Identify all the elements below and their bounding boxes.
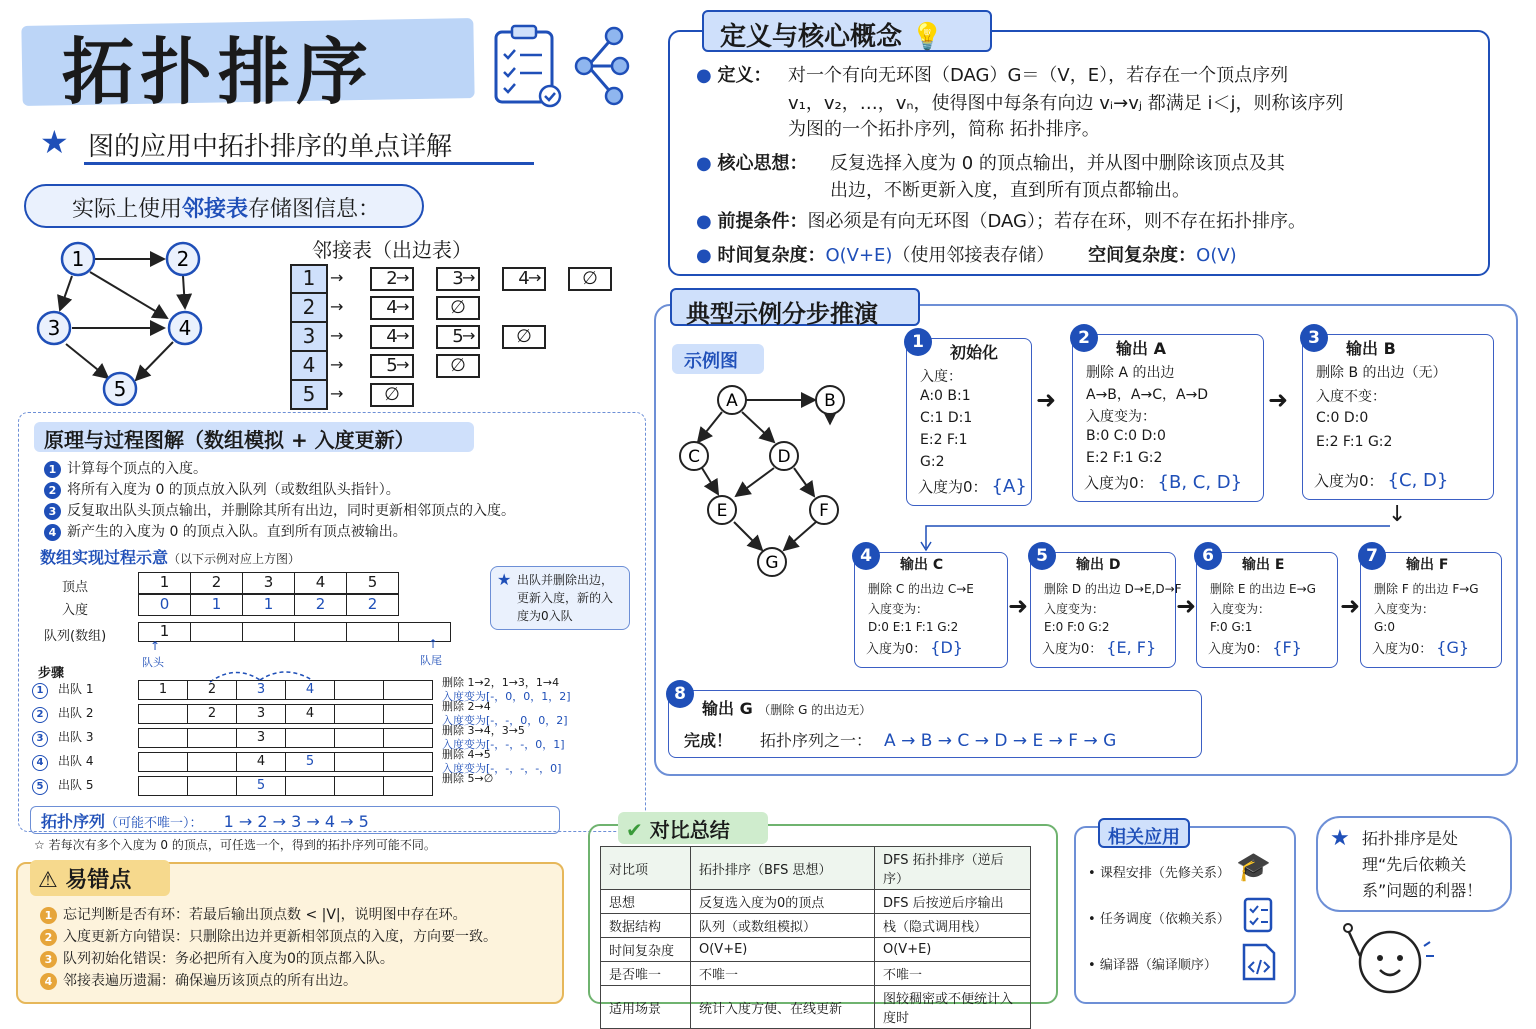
step-card-line: D:0 E:1 F:1 G:2 (868, 620, 959, 634)
compare-cell: 是否唯一 (601, 962, 691, 986)
storage-note-suffix: 存储图信息： (248, 197, 381, 222)
adj-arrow: → (462, 326, 476, 345)
trace-cell (383, 776, 433, 796)
step-card-line: G:2 (920, 454, 945, 470)
trace-cell: 2 (187, 704, 237, 724)
step-card-line: 删除 E 的出边 E→G (1210, 582, 1316, 596)
step-card-line: A:0 B:1 (920, 388, 971, 404)
step-card-line: E:2 F:1 G:2 (1086, 450, 1163, 466)
trace-delete: 删除 1→2，1→3，1→4 (442, 676, 560, 689)
step-card-zero: 入度为0： {C, D} (1314, 470, 1449, 491)
step-card-line: E:2 F:1 G:2 (1316, 434, 1393, 450)
graph1-node: 2 (176, 247, 190, 271)
trace-step-label: 3 出队 3 (32, 728, 93, 747)
star-icon: ★ (497, 570, 512, 589)
compare-cell: 适用场景 (601, 986, 691, 1029)
footnote: ☆ 若每次有多个入度为 0 的顶点，可任选一个，得到的拓扑序列可能不同。 (34, 838, 436, 852)
trace-step-label: 2 出队 2 (32, 704, 93, 723)
trace-cell (383, 704, 433, 724)
row-label-indeg: 入度 (62, 603, 89, 618)
step-card-line: B:0 C:0 D:0 (1086, 428, 1166, 444)
mascot (1340, 916, 1440, 1010)
final-sequence: 完成！ 拓扑序列之一： A → B → C → D → E → F → G (684, 731, 1117, 751)
definitions-title: 定义与核心概念 💡 (702, 10, 992, 52)
principle-title: 原理与过程图解（数组模拟 + 入度更新） (34, 422, 474, 452)
step-card-line: 删除 C 的出边 C→E (868, 582, 974, 596)
example-node: A (726, 391, 738, 411)
adj-arrow: → (396, 326, 410, 345)
step-card-line: 入度变为： (1044, 602, 1105, 616)
step-card-zero: 入度为0： {A} (918, 476, 1027, 497)
trace-cell: 5 (236, 776, 286, 796)
compare-cell: 拓扑排序（BFS 思想） (691, 847, 875, 890)
def-line-3: 为图的一个拓扑序列，简称 拓扑排序。 (788, 119, 1100, 140)
idea-bullet: ● 核心思想： (696, 153, 808, 174)
graph1-node: 3 (47, 316, 61, 340)
adj-node: ∅ (502, 325, 546, 349)
step-number: 8 (666, 680, 694, 708)
trace-cell (187, 752, 237, 772)
pitfall-item: 3 队列初始化错误：务必把所有入度为0的顶点都入队。 (40, 948, 394, 968)
step-card-line: 删除 B 的出边（无） (1316, 365, 1447, 381)
trace-cell (383, 752, 433, 772)
apps-title: 相关应用 (1098, 818, 1190, 848)
step-card-zero: 入度为0： {G} (1372, 638, 1470, 657)
star-icon: ★ (1330, 826, 1350, 851)
example-node: D (777, 447, 791, 467)
trace-cell: 4 (285, 704, 335, 724)
principle-step: 3 反复取出队头顶点输出，并删除其所有出边，同时更新相邻顶点的入度。 (44, 500, 515, 520)
compare-cell: 对比项 (601, 847, 691, 890)
trace-cell: 1 (138, 680, 188, 700)
trace-cell (383, 728, 433, 748)
step-card-line: 入度变为： (1210, 602, 1271, 616)
compare-row (601, 890, 1031, 914)
step-card-zero: 入度为0： {E, F} (1042, 638, 1157, 657)
trace-indegree: 入度变为[-，-，-，-，0] (442, 762, 562, 775)
step-card-title: 输出 E (1242, 557, 1285, 573)
final-title: 输出 G （删除 G 的出边无） (702, 699, 872, 718)
example-node: E (716, 501, 728, 521)
trace-cell (334, 728, 384, 748)
trace-cell: 3 (236, 728, 286, 748)
trace-cell (187, 728, 237, 748)
graph1-node: 5 (113, 377, 127, 401)
compare-row (601, 986, 1031, 1029)
flow-arrow: ➜ (1268, 386, 1289, 414)
step-number: 6 (1194, 542, 1222, 570)
compare-cell: 栈（隐式调用栈） (875, 914, 1031, 938)
row-label-queue: 队列(数组) (44, 629, 107, 644)
graduation-cap-icon: 🎓 (1236, 850, 1271, 883)
compare-cell: 图较稠密或不便统计入度时 (875, 986, 1031, 1029)
principle-callout: ★ 出队并删除出边，更新入度，新的入度为0入队 (490, 566, 630, 630)
indegree-cell: 1 (242, 594, 295, 616)
indegree-cell: 2 (294, 594, 347, 616)
step-card-title: 输出 B (1346, 339, 1396, 358)
adj-arrow: → (528, 268, 542, 287)
trace-step-label: 1 出队 1 (32, 680, 93, 699)
flow-arrow-down: ↓ (1388, 502, 1407, 527)
trace-cell (138, 728, 188, 748)
trace-delete: 删除 5→∅ (442, 772, 494, 785)
trace-cell (285, 728, 335, 748)
indegree-cell: 1 (190, 594, 243, 616)
indegree-cell: 0 (138, 594, 191, 616)
step-number: 1 (904, 328, 932, 356)
step-card-line: C:1 D:1 (920, 410, 973, 426)
step-card-line: 删除 F 的出边 F→G (1374, 582, 1479, 596)
pitfall-item: 1 忘记判断是否有环：若最后输出顶点数 < |V|，说明图中存在环。 (40, 904, 467, 924)
lightbulb-icon: 💡 (911, 22, 944, 52)
trace-cell (334, 680, 384, 700)
queue-cell: 1 (138, 622, 191, 642)
trace-delete: 删除 4→5 (442, 748, 491, 761)
example-node: B (824, 391, 836, 411)
clipboard-icon (490, 22, 570, 112)
tip-bubble: ★ 拓扑排序是处理“先后依赖关系”问题的利器！ (1316, 816, 1512, 912)
adj-node: 5 (436, 325, 480, 349)
trace-step-label: 5 出队 5 (32, 776, 93, 795)
step-card-line: 入度变为： (1374, 602, 1435, 616)
compare-row (601, 914, 1031, 938)
page-title: 拓扑排序 (62, 30, 375, 114)
step-card-line: C:0 D:0 (1316, 410, 1369, 426)
idea-line-2: 出边，不断更新入度，直到所有顶点都输出。 (830, 180, 1190, 201)
queue-cell (294, 622, 347, 642)
adj-node: ∅ (436, 354, 480, 378)
adjacency-list (290, 264, 620, 412)
step-card-zero: 入度为0： {D} (866, 638, 963, 657)
checkmark-icon: ✔ (626, 818, 643, 842)
adj-node: ∅ (436, 296, 480, 320)
vertex-cell: 5 (346, 572, 399, 594)
flow-arrow: ➜ (1036, 386, 1057, 414)
def-line-2: v₁，v₂，…，vₙ，使得图中每条有向边 vᵢ→vⱼ 都满足 i＜j，则称该序列 (788, 93, 1344, 114)
principle-step: 4 新产生的入度为 0 的顶点入队。直到所有顶点被输出。 (44, 521, 407, 541)
trace-indegree: 入度变为[-，-，-，0，1] (442, 738, 565, 751)
trace-cell: 3 (236, 704, 286, 724)
task-list-icon (1242, 896, 1276, 938)
compare-cell: 时间复杂度 (601, 938, 691, 962)
step-card-title: 输出 A (1116, 339, 1166, 358)
compare-cell: 统计入度方便、在线更新 (691, 986, 875, 1029)
pitfall-item: 4 邻接表遍历遗漏：确保遍历该顶点的所有出边。 (40, 970, 357, 990)
app-item: • 编译器（编译顺序） (1088, 958, 1217, 973)
trace-indegree: 入度变为[-，-，0，0，2] (442, 714, 568, 727)
step-card-line: E:0 F:0 G:2 (1044, 620, 1110, 634)
adj-arrow: → (396, 355, 410, 374)
compare-cell: DFS 拓扑排序（逆后序） (875, 847, 1031, 890)
storage-note-prefix: 实际上使用 (72, 197, 183, 222)
trace-step-label: 4 出队 4 (32, 752, 93, 771)
step-card-zero: 入度为0： {B, C, D} (1084, 472, 1243, 493)
adjacency-title: 邻接表（出边表） (312, 238, 472, 262)
compare-cell: 数据结构 (601, 914, 691, 938)
precondition: ● 前提条件：图必须是有向无环图（DAG）；若存在环，则不存在拓扑排序。 (696, 211, 1306, 232)
adj-node: ∅ (370, 383, 414, 407)
flow-arrow: ➜ (1008, 592, 1029, 620)
adj-vertex: 5 (302, 382, 316, 406)
star-icon: ★ (40, 123, 69, 161)
compare-cell: DFS 后按逆后序输出 (875, 890, 1031, 914)
step-number: 3 (1300, 324, 1328, 352)
step-card-line: 入度变为： (1086, 409, 1156, 425)
adj-vertex: 1 (290, 266, 328, 294)
adj-arrow: → (330, 297, 344, 316)
trace-cell: 3 (236, 680, 286, 700)
graph-1to5 (30, 236, 230, 410)
step-card-title: 输出 D (1076, 557, 1121, 573)
flow-arrow: ➜ (1340, 592, 1361, 620)
compare-table-wrap (600, 846, 1031, 1029)
principle-step: 2 将所有入度为 0 的顶点放入队列（或数组队头指针）。 (44, 479, 400, 499)
tail-label: 队尾 (420, 654, 442, 667)
example-node: C (688, 447, 700, 467)
compare-cell: 反复选入度为0的顶点 (691, 890, 875, 914)
app-item: • 任务调度（依赖关系） (1088, 912, 1230, 927)
queue-cell (190, 622, 243, 642)
trace-cell (334, 704, 384, 724)
step-number: 7 (1358, 542, 1386, 570)
vertex-cell: 2 (190, 572, 243, 594)
step-card-line: G:0 (1374, 620, 1395, 634)
indegree-cell: 2 (346, 594, 399, 616)
vertex-cell: 3 (242, 572, 295, 594)
subtitle: 图的应用中拓扑排序的单点详解 (88, 132, 453, 162)
head-label: 队头 (142, 656, 164, 669)
app-item: • 课程安排（先修关系） (1088, 866, 1230, 881)
queue-cell (346, 622, 399, 642)
adj-vertex: 3 (290, 324, 328, 352)
step-card-line: 入度： (920, 369, 962, 385)
trace-cell (138, 752, 188, 772)
graph1-node: 4 (178, 316, 192, 340)
head-arrow: ↑ (150, 639, 161, 653)
compare-title: ✔ 对比总结 (618, 812, 768, 844)
adj-node: 4 (502, 267, 546, 291)
warning-icon: ⚠ (38, 868, 58, 893)
code-file-icon (1240, 942, 1278, 986)
trace-cell: 4 (285, 680, 335, 700)
trace-delete: 删除 3→4，3→5 (442, 724, 525, 737)
adj-node: 2 (370, 267, 414, 291)
compare-cell: 不唯一 (691, 962, 875, 986)
step-card-title: 输出 C (900, 557, 944, 573)
adj-node: 4 (370, 325, 414, 349)
storage-note-bubble (24, 184, 424, 228)
compare-cell: 队列（或数组模拟） (691, 914, 875, 938)
step-number: 5 (1028, 542, 1056, 570)
trace-cell (187, 776, 237, 796)
step-card-title: 输出 F (1406, 557, 1449, 573)
compare-row (601, 847, 1031, 890)
step-card-line: 删除 D 的出边 D→E,D→F (1044, 582, 1182, 596)
storage-note-highlight: 邻接表 (182, 197, 249, 222)
pitfall-item: 2 入度更新方向错误：只删除出边并更新相邻顶点的入度，方向要一致。 (40, 926, 497, 946)
subtitle-underline (84, 162, 534, 165)
step-card-zero: 入度为0： {F} (1208, 638, 1302, 657)
adj-arrow: → (330, 355, 344, 374)
trace-cell: 4 (236, 752, 286, 772)
row-label-vertex: 顶点 (62, 580, 89, 595)
trace-indegree: 入度变为[-，0，0，1，2] (442, 690, 571, 703)
trace-cell (334, 752, 384, 772)
queue-cell (242, 622, 295, 642)
example-node: G (765, 553, 779, 573)
complexity: ● 时间复杂度：O(V+E)（使用邻接表存储） 空间复杂度：O(V) (696, 245, 1237, 266)
compare-table (600, 846, 1031, 1029)
def-bullet: ● 定义： (696, 65, 772, 86)
trace-cell (383, 680, 433, 700)
trace-cell: 5 (285, 752, 335, 772)
trace-delete: 删除 2→4 (442, 700, 491, 713)
compare-cell: O(V+E) (875, 938, 1031, 962)
step-number: 2 (1070, 324, 1098, 352)
idea-line-1: 反复选择入度为 0 的顶点输出，并从图中删除该顶点及其 (830, 153, 1285, 174)
queue-cell (398, 622, 451, 642)
adj-node: 3 (436, 267, 480, 291)
compare-row (601, 938, 1031, 962)
step-number: 4 (852, 542, 880, 570)
adj-vertex: 2 (290, 295, 328, 323)
step-card-line: F:0 G:1 (1210, 620, 1253, 634)
wrap-connector (916, 522, 1396, 552)
compare-cell: O(V+E) (691, 938, 875, 962)
step-card-line: A→B，A→C，A→D (1086, 387, 1209, 403)
flow-arrow: ➜ (1176, 592, 1197, 620)
trace-cell (138, 776, 188, 796)
vertex-cell: 1 (138, 572, 191, 594)
steps-label: 步骤 (38, 666, 65, 681)
vertex-cell: 4 (294, 572, 347, 594)
compare-row (601, 962, 1031, 986)
graph1-node: 1 (71, 247, 85, 271)
step-card-line: 入度不变： (1316, 389, 1386, 405)
adj-arrow: → (396, 297, 410, 316)
tail-arrow: ↑ (428, 637, 439, 651)
step-card-title: 初始化 (950, 343, 999, 362)
step-card-line: 删除 A 的出边 (1086, 365, 1175, 381)
principle-step: 1 计算每个顶点的入度。 (44, 458, 207, 478)
trace-cell (138, 704, 188, 724)
adj-vertex: 4 (290, 353, 328, 381)
adj-arrow: → (462, 268, 476, 287)
adj-arrow: → (330, 268, 344, 287)
example-node: F (819, 501, 829, 521)
pitfalls-title: ⚠ 易错点 (30, 860, 170, 896)
example-graph (670, 384, 860, 584)
step-card-line: E:2 F:1 (920, 432, 968, 448)
trace-cell (334, 776, 384, 796)
result-box: 拓扑序列（可能不唯一）： 1 → 2 → 3 → 4 → 5 (30, 806, 560, 834)
result-sequence: 1 → 2 → 3 → 4 → 5 (223, 812, 369, 831)
example-graph-label: 示例图 (672, 344, 764, 374)
adj-node: ∅ (568, 267, 612, 291)
adj-arrow: → (396, 268, 410, 287)
array-title: 数组实现过程示意（以下示例对应上方图） (40, 548, 301, 567)
trace-cell (285, 776, 335, 796)
step-card-line: 入度变为： (868, 602, 929, 616)
adj-node: 5 (370, 354, 414, 378)
adj-arrow: → (330, 326, 344, 345)
compare-cell: 思想 (601, 890, 691, 914)
trace-cell: 2 (187, 680, 237, 700)
star-outline-icon: ☆ (34, 838, 45, 852)
adj-arrow: → (330, 384, 344, 403)
network-icon (570, 22, 630, 112)
compare-cell: 不唯一 (875, 962, 1031, 986)
def-line-1: 对一个有向无环图（DAG）G＝（V，E），若存在一个顶点序列 (788, 65, 1289, 86)
adj-node: 4 (370, 296, 414, 320)
example-title: 典型示例分步推演 (670, 288, 920, 326)
